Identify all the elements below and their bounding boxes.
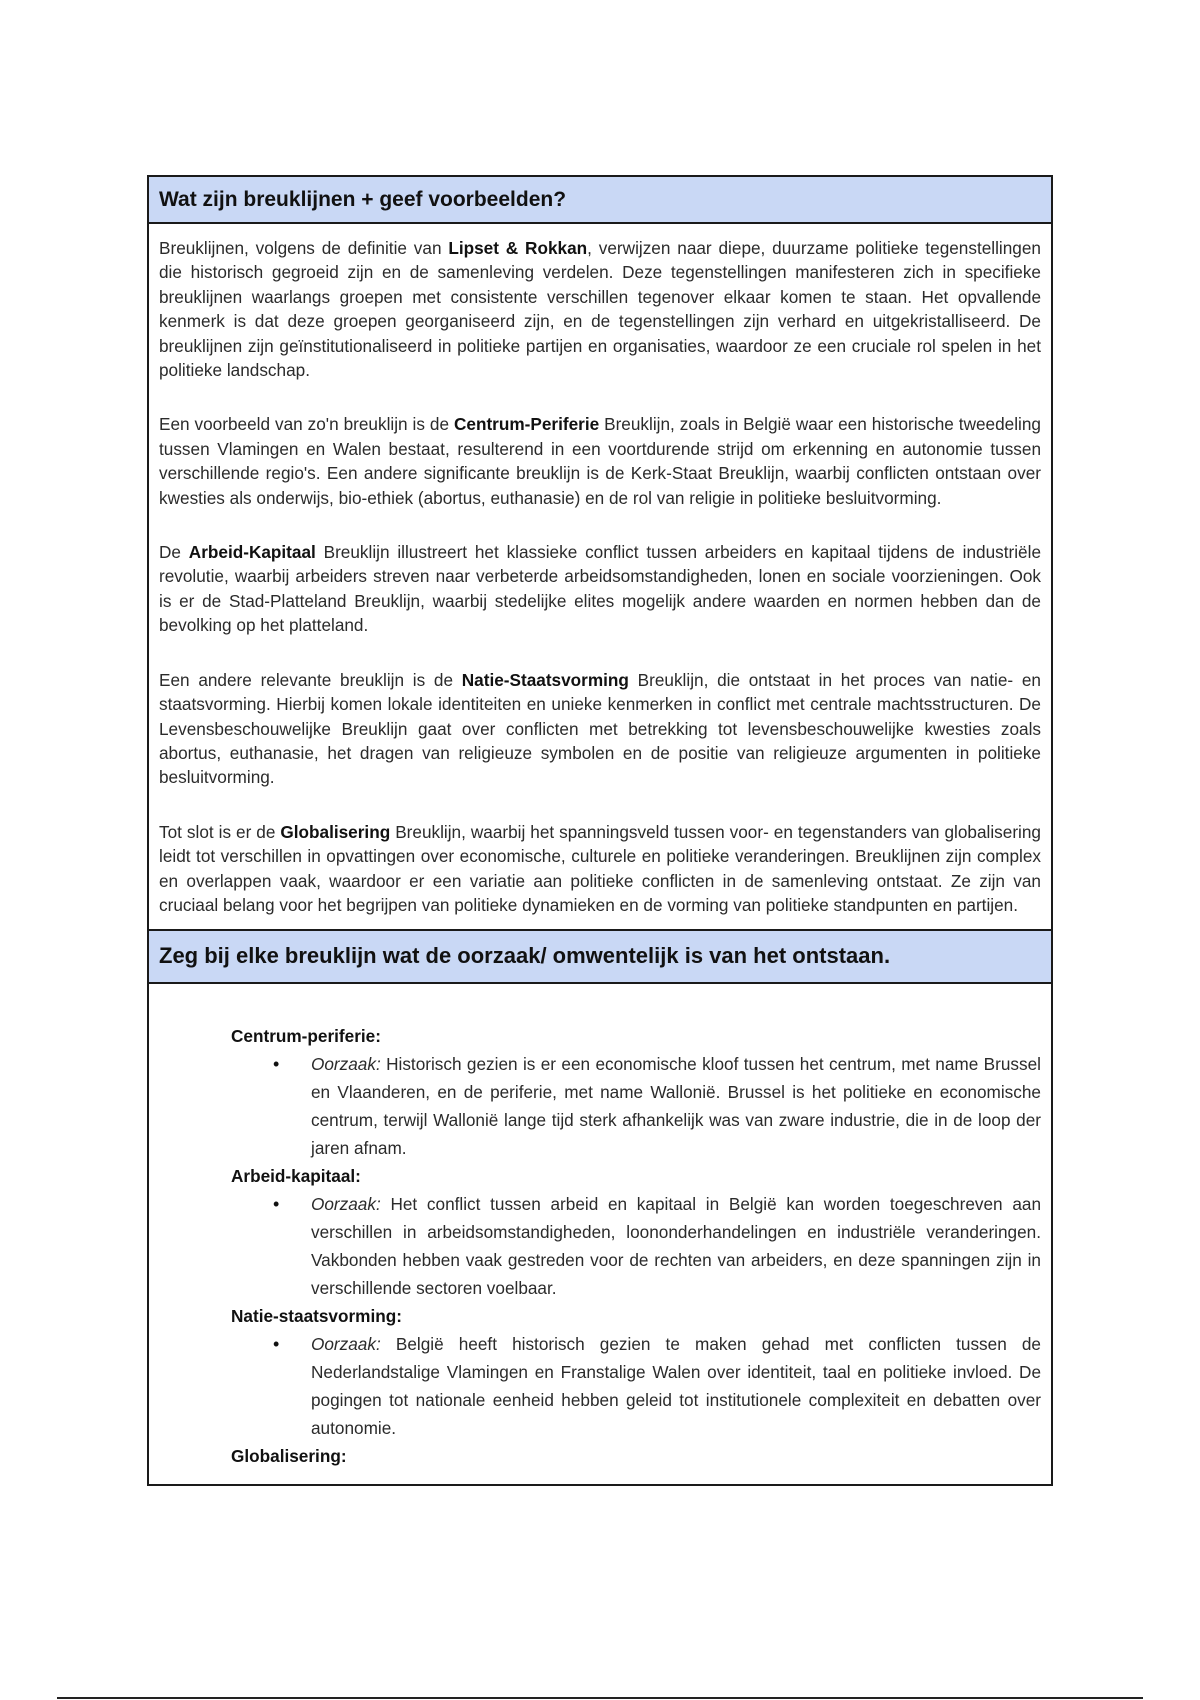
cause-title: Globalisering: (231, 1446, 347, 1467)
answer-paragraph: Breuklijnen, volgens de definitie van Lipset & Rokkan, verwijzen naar diepe, duurzame politieke tegenstellingen die historisch gegroeid zijn en de samenleving verdelen. Deze tegenstellingen manifesteren zich in specifieke breuklijnen waarlangs groepen met consistente verschillen tegenover elkaar komen te staan. Het opvallende kenmerk is dat deze groepen georganiseerd zijn, en de tegenstellingen zijn verhard en uitgekristalliseerd. De breuklijnen zijn geïnstitutionaliseerd in politieke partijen en organisaties, waardoor ze een cruciale rol spelen in het politieke landschap. (159, 238, 1041, 381)
cause-list (159, 1050, 1041, 1162)
cause-list (159, 1190, 1041, 1302)
cause-title: Natie-staatsvorming: (231, 1306, 402, 1327)
answer-block-1 (149, 224, 1051, 929)
answer-paragraph: Tot slot is er de Globalisering Breuklijn, waarbij het spanningsveld tussen voor- en tegenstanders van globalisering leidt tot verschillen in opvattingen over economische, culturele en politieke veranderingen. Breuklijnen zijn complex en overlappen vaak, waardoor er een variatie aan politieke conflicten in de samenleving ontstaat. Ze zijn van cruciaal belang voor het begrijpen van politieke dynamieken en de vorming van politieke standpunten en partijen. (159, 821, 1041, 915)
answer-paragraph: De Arbeid-Kapitaal Breuklijn illustreert het klassieke conflict tussen arbeiders en kapitaal tijdens de industriële revolutie, waarbij arbeiders streven naar verbeterde arbeidsomstandigheden, lonen en sociale voorzieningen. Ook is er de Stad-Platteland Breuklijn, waarbij stedelijke elites mogelijk andere waarden en normen hebben dan de bevolking op het platteland. (159, 542, 1041, 636)
cause-item: • Oorzaak: België heeft historisch gezien te maken gehad met conflicten tussen de Nederlandstalige Vlamingen en Franstalige Walen over identiteit, taal en politieke invloed. De pogingen tot nationale eenheid hebben geleid tot institutionele complexiteit en debatten over autonomie. (311, 1330, 1041, 1442)
document-table (147, 175, 1053, 1486)
cause-title: Centrum-periferie: (231, 1026, 381, 1047)
cause-list (159, 1330, 1041, 1442)
question-header-2: Zeg bij elke breuklijn wat de oorzaak/ omwentelijk is van het ontstaan. (149, 929, 1051, 984)
answer-paragraph: Een voorbeeld van zo'n breuklijn is de Centrum-Periferie Breuklijn, zoals in België waar een historische tweedeling tussen Vlamingen en Walen bestaat, resulterend in een voortdurende strijd om erkenning en autonomie tussen verschillende regio's. Een andere significante breuklijn is de Kerk-Staat Breuklijn, waarbij conflicten ontstaan over kwesties als onderwijs, bio-ethiek (abortus, euthanasie) en de rol van religie in politieke besluitvorming. (159, 414, 1041, 508)
answer-paragraph: Een andere relevante breuklijn is de Natie-Staatsvorming Breuklijn, die ontstaat in het proces van natie- en staatsvorming. Hierbij komen lokale identiteiten en unieke kenmerken in conflict met centrale machtsstructuren. De Levensbeschouwelijke Breuklijn gaat over conflicten met betrekking tot levensbeschouwelijke kwesties zoals abortus, euthanasie, het dragen van religieuze symbolen en de positie van religieuze argumenten in politieke besluitvorming. (159, 669, 1041, 788)
footer-rule (57, 1697, 1143, 1699)
question-header-1: Wat zijn breuklijnen + geef voorbeelden? (149, 177, 1051, 224)
cause-title: Arbeid-kapitaal: (231, 1166, 361, 1187)
answer-block-2 (149, 984, 1051, 1484)
cause-item: • Oorzaak: Historisch gezien is er een economische kloof tussen het centrum, met name Brussel en Vlaanderen, en de periferie, met name Wallonië. Brussel is het politieke en economische centrum, terwijl Wallonië lange tijd sterk afhankelijk was van zware industrie, die in de loop der jaren afnam. (311, 1050, 1041, 1162)
cause-item: • Oorzaak: Het conflict tussen arbeid en kapitaal in België kan worden toegeschreven aan verschillen in arbeidsomstandigheden, loononderhandelingen en industriële veranderingen. Vakbonden hebben vaak gestreden voor de rechten van arbeiders, en deze spanningen zijn in verschillende sectoren voelbaar. (311, 1190, 1041, 1302)
